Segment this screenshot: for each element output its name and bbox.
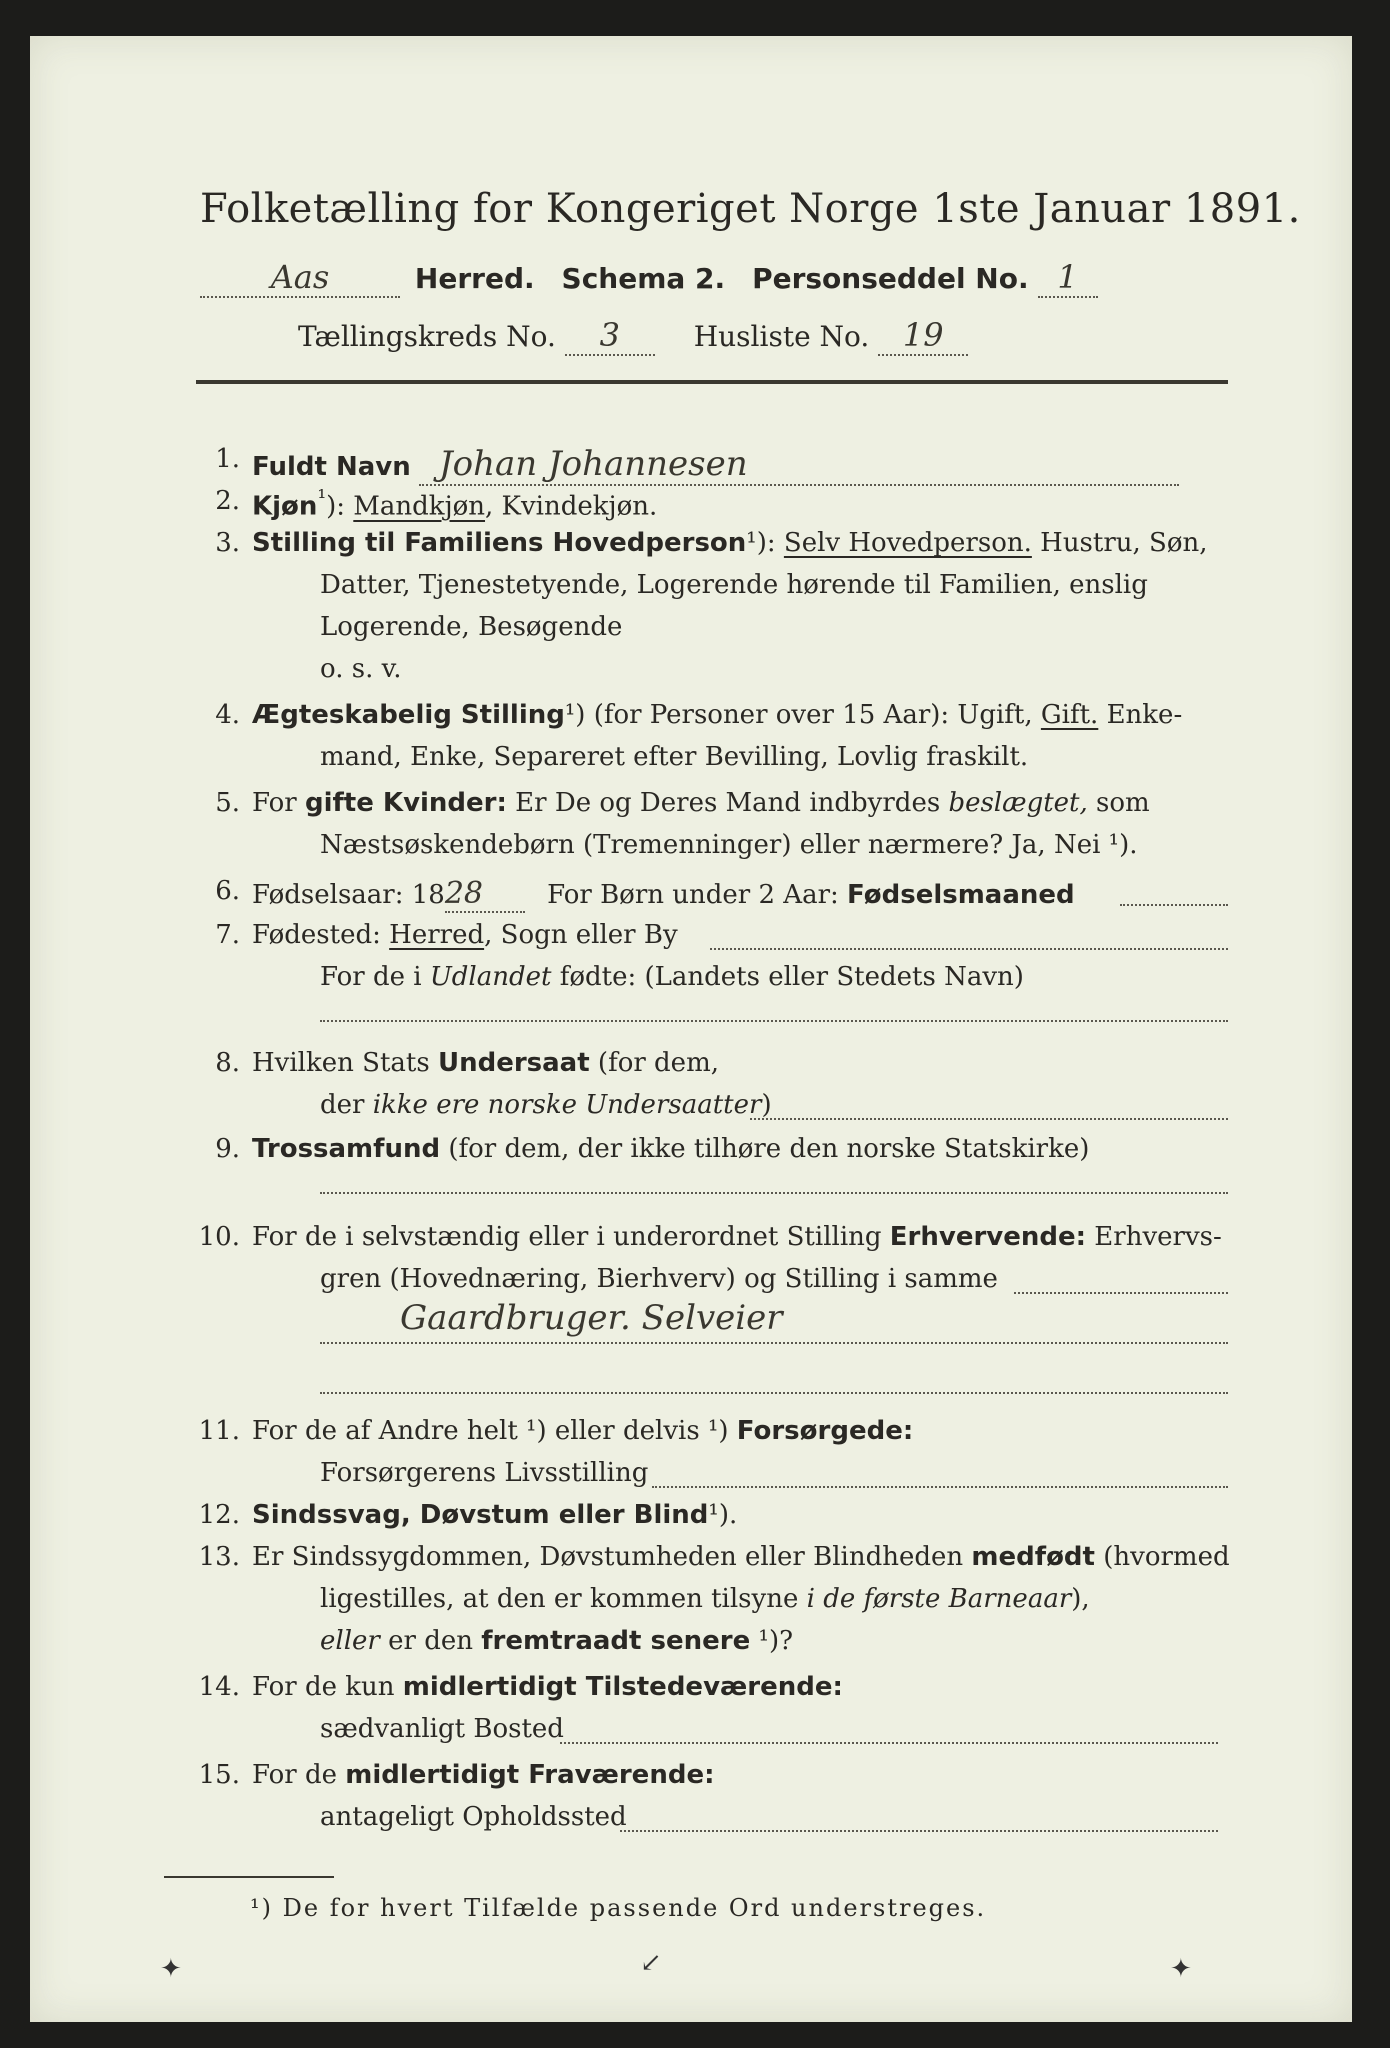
q12-b: ¹). — [708, 1500, 738, 1530]
q3-label: Stilling til Familiens Hovedperson — [252, 528, 747, 558]
q7-l2b: Udlandet — [429, 962, 552, 992]
item-number: 14. — [198, 1672, 240, 1702]
q15-a: For de — [252, 1760, 346, 1790]
personseddel-value: 1 — [1038, 258, 1098, 298]
q9-b: (for dem, der ikke tilhøre den norske Statskirke) — [440, 1134, 1090, 1164]
q11-a: For de af Andre helt ¹) eller delvis ¹) — [252, 1416, 737, 1446]
q15-line — [252, 1760, 714, 1790]
q10-blank-line — [320, 1392, 1228, 1394]
item-number: 13. — [198, 1542, 240, 1572]
item-number: 10. — [198, 1222, 240, 1252]
q2-sup: ¹ — [317, 486, 327, 511]
q10-b: Erhvervende: — [889, 1222, 1087, 1252]
q7-fill — [710, 948, 1228, 950]
item-number: 12. — [198, 1500, 240, 1530]
q6-year-value: 28 — [445, 876, 525, 913]
q3-selected: Selv Hovedperson. — [783, 528, 1032, 558]
q13-line-3 — [320, 1626, 793, 1656]
q8-a: Hvilken Stats — [252, 1048, 438, 1078]
q14-b: midlertidigt Tilstedeværende: — [402, 1672, 843, 1702]
q3-sup: ¹): — [746, 528, 784, 558]
q5-c: Er De og Deres Mand indbyrdes — [506, 788, 949, 818]
q9-a: Trossamfund — [252, 1134, 441, 1164]
q5-e: som — [1087, 788, 1150, 818]
item-number: 6. — [215, 876, 240, 906]
q8-l2a: der — [320, 1090, 373, 1120]
q4-line-2: mand, Enke, Separeret efter Bevilling, Lovlig fraskilt. — [320, 742, 1029, 772]
q8-line — [252, 1048, 719, 1078]
q6-label: Fødselsaar: 18 — [252, 880, 445, 910]
q13-b: medfødt — [971, 1542, 1095, 1572]
q4-selected: Gift. — [1040, 700, 1099, 730]
q6-b: Fødselsmaaned — [847, 880, 1075, 910]
q7-l2a: For de i — [320, 962, 430, 992]
q13-l3b: er den — [379, 1626, 482, 1656]
q13-l2c: ), — [1071, 1584, 1090, 1614]
q9-blank-line — [320, 1192, 1228, 1194]
q2-b: ): — [326, 491, 354, 522]
q12-a: Sindssvag, Døvstum eller Blind — [252, 1500, 709, 1530]
personseddel-label: Personseddel No. — [752, 262, 1029, 295]
q5-line — [252, 788, 1150, 818]
q13-line-2 — [320, 1584, 1090, 1614]
q14-fill — [560, 1742, 1218, 1744]
q13-a: Er Sindssygdommen, Døvstumheden eller Blindheden — [252, 1542, 972, 1572]
header-kreds-line — [298, 316, 968, 356]
q2-line — [252, 486, 657, 522]
q10-c: Erhvervs- — [1086, 1222, 1222, 1252]
registration-mark: ↙ — [640, 1948, 662, 1978]
q7-line-2 — [320, 962, 1024, 992]
registration-mark: ✦ — [160, 1954, 182, 1984]
q10-fill — [1014, 1292, 1228, 1294]
q4-label: Ægteskabelig Stilling — [252, 700, 565, 730]
q4-mid: ¹) (for Personer over 15 Aar): Ugift, — [564, 700, 1041, 730]
q2-selected: Mandkjøn — [353, 491, 486, 522]
q14-line — [252, 1672, 843, 1702]
item-number: 5. — [215, 788, 240, 818]
q13-line — [252, 1542, 1230, 1572]
registration-mark: ✦ — [1170, 1954, 1192, 1984]
q6-fill — [1120, 904, 1228, 906]
q7-blank-line — [320, 1020, 1228, 1022]
q4-end: Enke- — [1098, 700, 1183, 730]
q15-b: midlertidigt Fraværende: — [345, 1760, 715, 1790]
q8-l2b: ikke ere norske Undersaatter — [372, 1090, 762, 1120]
footnote: ¹) De for hvert Tilfælde passende Ord understreges. — [250, 1894, 987, 1922]
husliste-value: 19 — [878, 316, 968, 356]
q8-c: (for dem, — [589, 1048, 719, 1078]
q8-l2c: ) — [761, 1090, 772, 1120]
q6-line — [252, 876, 1075, 913]
q3-line-4: o. s. v. — [320, 654, 402, 684]
q15-line-2: antageligt Opholdssted — [320, 1802, 627, 1832]
q3-rest: Hustru, Søn, — [1031, 528, 1208, 558]
q7-line — [252, 920, 678, 950]
q1-line — [252, 444, 1179, 486]
q2-c: , Kvindekjøn. — [485, 491, 658, 522]
q5-a: For — [252, 788, 305, 818]
kreds-value: 3 — [565, 316, 655, 356]
q8-fill — [750, 1118, 1228, 1120]
q13-c: (hvormed — [1094, 1542, 1230, 1572]
q10-occupation-value: Gaardbruger. Selveier — [400, 1298, 783, 1338]
q8-b: Undersaat — [437, 1048, 590, 1078]
q4-line — [252, 700, 1182, 730]
q13-l2a: ligestilles, at den er kommen tilsyne — [320, 1584, 807, 1614]
q13-l3a: eller — [320, 1626, 380, 1656]
q7-label: Fødested: — [252, 920, 390, 950]
item-number: 11. — [198, 1416, 240, 1446]
q7-selected: Herred — [389, 920, 485, 950]
q13-l3d: ¹)? — [750, 1626, 794, 1656]
q11-line-2: Forsørgerens Livsstilling — [320, 1458, 649, 1488]
q11-b: Forsørgede: — [736, 1416, 914, 1446]
q13-l3c: fremtraadt senere — [481, 1626, 751, 1656]
q13-l2b: i de første Barneaar — [806, 1584, 1072, 1614]
item-number: 8. — [215, 1048, 240, 1078]
q9-line — [252, 1134, 1089, 1164]
kreds-label: Tællingskreds No. — [298, 320, 556, 353]
q1-name-value: Johan Johannesen — [419, 444, 1179, 486]
form-title: Folketælling for Kongeriget Norge 1ste Januar 1891. — [200, 186, 1301, 232]
q7-l2c: fødte: (Landets eller Stedets Navn) — [551, 962, 1024, 992]
q10-a: For de i selvstændig eller i underordnet Stilling — [252, 1222, 890, 1252]
q5-d: beslægtet, — [948, 788, 1088, 818]
q6-mid: For Børn under 2 Aar: — [547, 880, 848, 910]
husliste-label: Husliste No. — [693, 320, 870, 353]
herred-value: Aas — [200, 258, 400, 298]
q3-line — [252, 528, 1208, 558]
item-number: 4. — [215, 700, 240, 730]
herred-label: Herred. — [414, 262, 535, 295]
q10-line — [252, 1222, 1222, 1252]
q11-fill — [652, 1486, 1228, 1488]
header-divider — [196, 380, 1228, 384]
q1-label: Fuldt Navn — [252, 452, 411, 482]
q11-line — [252, 1416, 913, 1446]
header-herred-line — [200, 258, 1098, 298]
q14-line-2: sædvanligt Bosted — [320, 1714, 564, 1744]
q14-a: For de kun — [252, 1672, 403, 1702]
q3-line-2: Datter, Tjenestetyende, Logerende hørende til Familien, enslig — [320, 570, 1148, 600]
item-number: 1. — [215, 444, 240, 474]
q7-rest: , Sogn eller By — [484, 920, 678, 950]
item-number: 9. — [215, 1134, 240, 1164]
schema-label: Schema 2. — [561, 262, 726, 295]
q3-line-3: Logerende, Besøgende — [320, 612, 623, 642]
footnote-rule — [164, 1876, 334, 1878]
q10-line-2: gren (Hovednæring, Bierhverv) og Stilling i samme — [320, 1264, 998, 1294]
q10-value-line — [320, 1342, 1228, 1344]
q12-line — [252, 1500, 737, 1530]
census-form-page — [30, 36, 1352, 2022]
q5-b: gifte Kvinder: — [304, 788, 507, 818]
item-number: 2. — [215, 486, 240, 516]
q15-fill — [620, 1830, 1218, 1832]
item-number: 3. — [215, 528, 240, 558]
item-number: 15. — [198, 1760, 240, 1790]
q5-line-2: Næstsøskendebørn (Tremenninger) eller nærmere? Ja, Nei ¹). — [320, 830, 1138, 860]
item-number: 7. — [215, 920, 240, 950]
q8-line-2 — [320, 1090, 772, 1120]
q2-label: Kjøn — [252, 491, 318, 522]
